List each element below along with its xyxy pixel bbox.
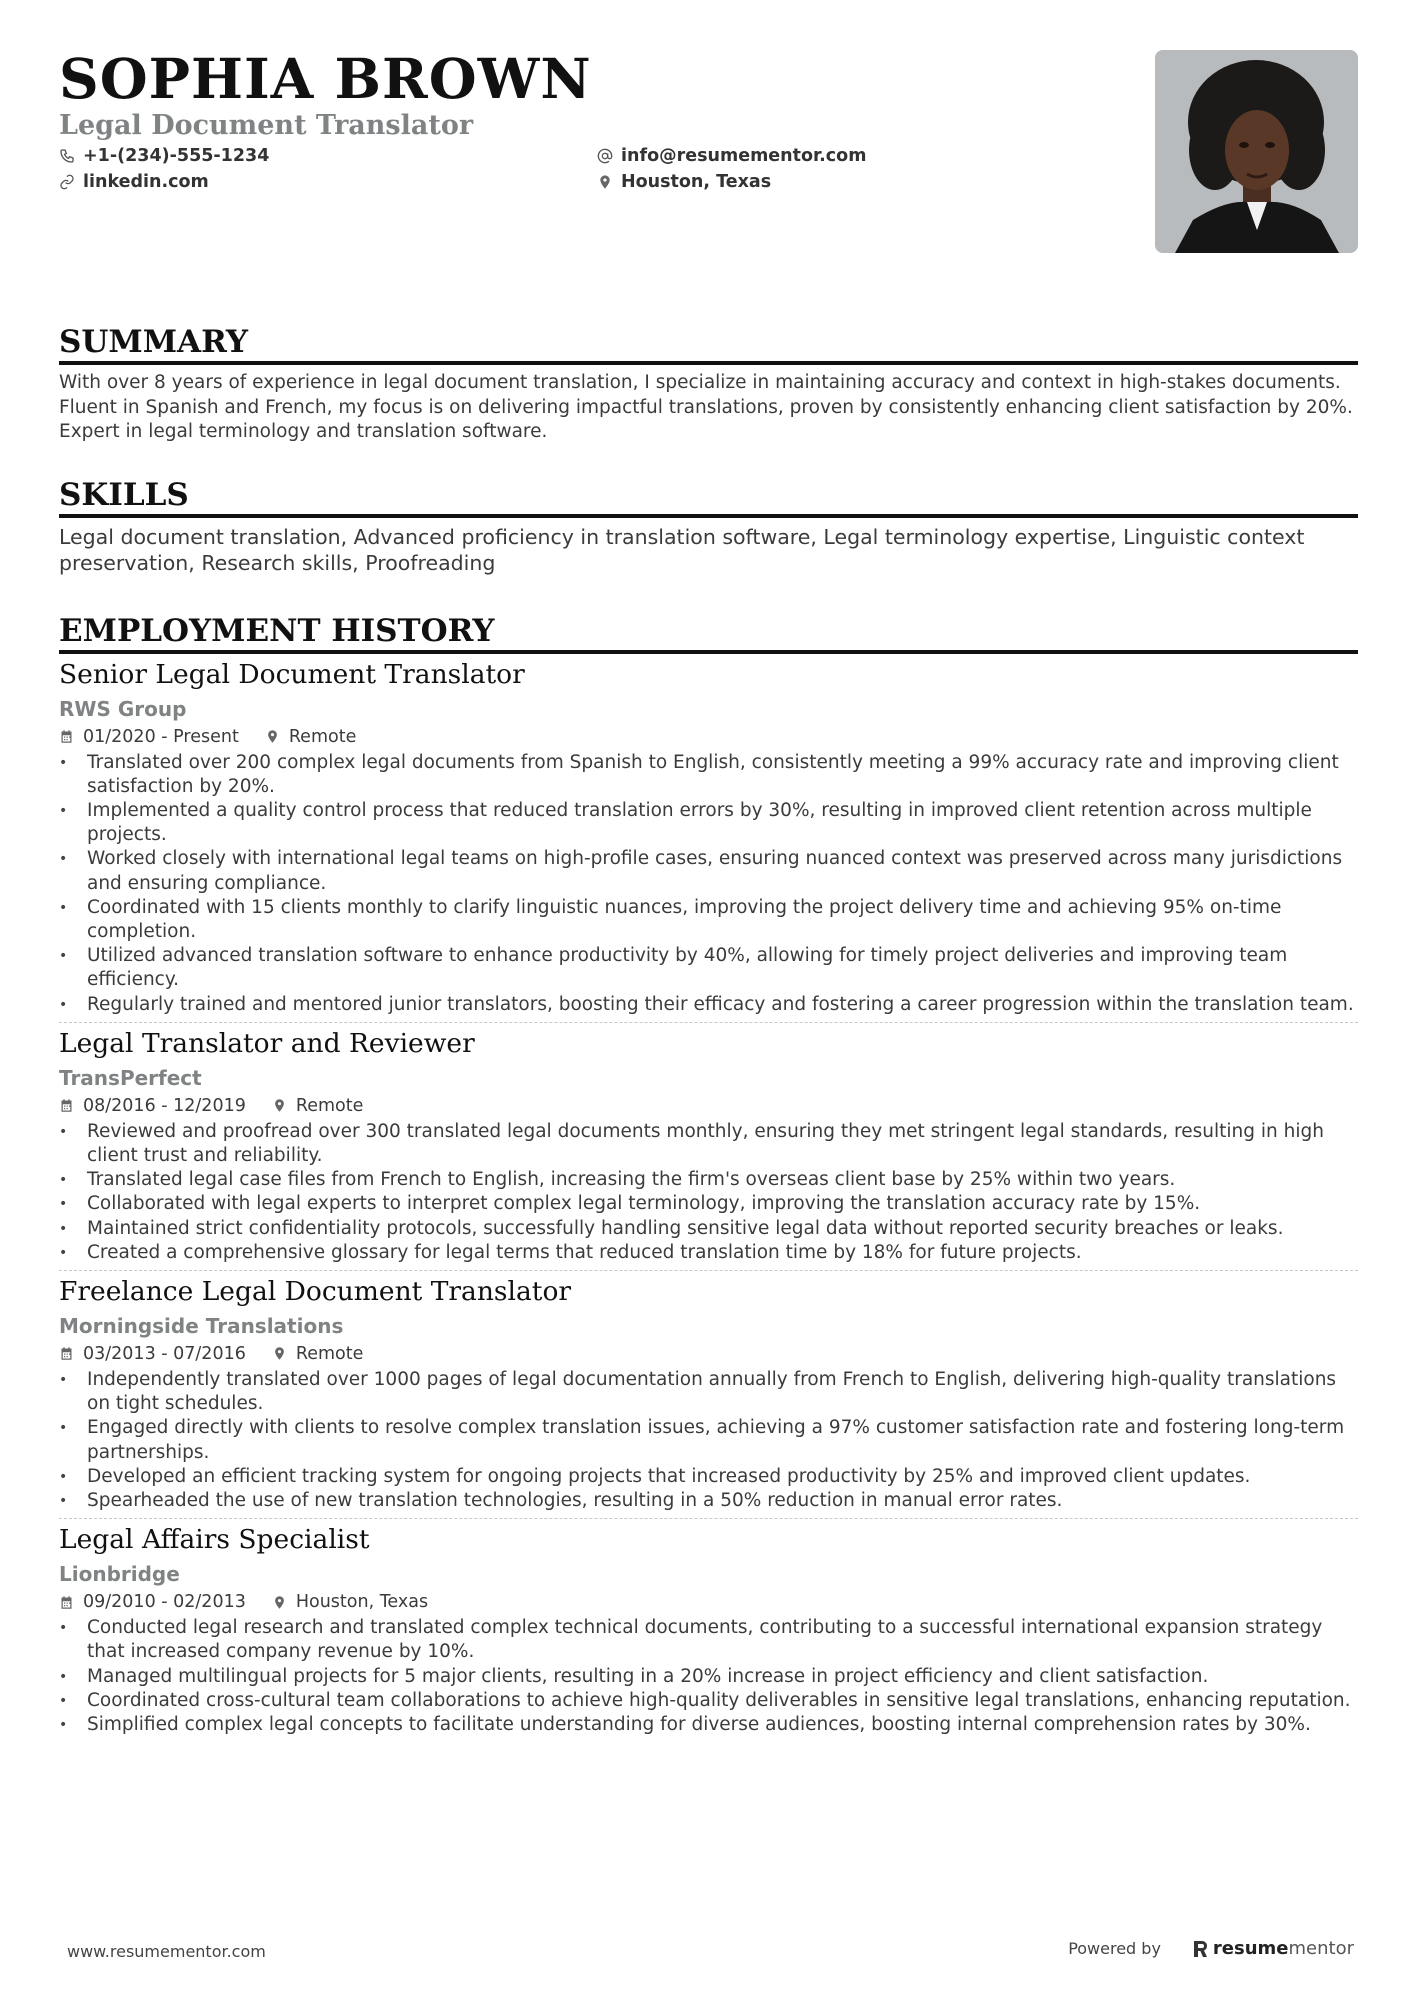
- job-bullets: [59, 1616, 1358, 1737]
- map-pin-icon: [597, 174, 613, 190]
- job-bullets: [59, 1120, 1358, 1265]
- calendar-icon: [59, 1595, 74, 1610]
- job-location: [272, 1095, 364, 1117]
- skills-heading: SKILLS: [59, 476, 1358, 518]
- job-bullet: • Created a comprehensive glossary for legal terms that reduced translation time by 18% for future projects.: [59, 1241, 1358, 1265]
- contact-phone: [59, 146, 597, 166]
- powered-by-text: Powered by: [1068, 1939, 1161, 1958]
- job-list: [59, 658, 1358, 1743]
- job-bullet: • Engaged directly with clients to resolve complex translation issues, achieving a 97% customer satisfaction rate and fostering long-term partnerships.: [59, 1416, 1358, 1464]
- footer-powered: [1068, 1938, 1354, 1959]
- job-meta: [59, 1343, 1358, 1365]
- candidate-title: Legal Document Translator: [59, 110, 474, 141]
- brand-logo[interactable]: [1191, 1938, 1354, 1959]
- job-bullet: • Implemented a quality control process that reduced translation errors by 30%, resulting in improved client retention across multiple projects.: [59, 799, 1358, 847]
- job-bullet: • Simplified complex legal concepts to facilitate understanding for diverse audiences, boosting internal comprehension rates by 30%.: [59, 1713, 1358, 1737]
- job-company: Morningside Translations: [59, 1313, 344, 1338]
- job-location-text: Remote: [288, 726, 357, 747]
- job-bullet: • Translated legal case files from French to English, increasing the firm's overseas client base by 25% within two years.: [59, 1168, 1358, 1192]
- job-bullets: [59, 1368, 1358, 1513]
- employment-section: [59, 612, 1358, 1743]
- contact-email[interactable]: [597, 146, 997, 166]
- phone-text: +1-(234)-555-1234: [83, 146, 270, 166]
- job-bullet: • Reviewed and proofread over 300 translated legal documents monthly, ensuring they met stringent legal standards, resulting in high client trust and reliability.: [59, 1120, 1358, 1168]
- job-bullet: • Translated over 200 complex legal documents from Spanish to English, consistently meeting a 99% accuracy rate and improving client satisfaction by 20%.: [59, 751, 1358, 799]
- job-location: [272, 1343, 364, 1365]
- job-bullet: • Managed multilingual projects for 5 major clients, resulting in a 20% increase in project efficiency and client satisfaction.: [59, 1665, 1358, 1689]
- job-bullets: [59, 751, 1358, 1017]
- job-location: [272, 1591, 428, 1613]
- job-location-text: Remote: [295, 1095, 364, 1116]
- job-bullet: • Developed an efficient tracking system for ongoing projects that increased productivity by 25% and improved client updates.: [59, 1465, 1358, 1489]
- map-pin-icon: [272, 1346, 287, 1361]
- calendar-icon: [59, 1346, 74, 1361]
- resume-header: [59, 46, 1358, 256]
- job-dates: 01/2020 - Present: [83, 726, 239, 747]
- map-pin-icon: [272, 1098, 287, 1113]
- brand-bold: resume: [1212, 1938, 1289, 1959]
- summary-heading: SUMMARY: [59, 323, 1358, 365]
- job-company: RWS Group: [59, 696, 187, 721]
- job-entry: [59, 1027, 1358, 1271]
- job-meta: [59, 1095, 1358, 1117]
- job-dates: 08/2016 - 12/2019: [83, 1095, 246, 1116]
- brand-light: mentor: [1288, 1938, 1354, 1959]
- skills-text: Legal document translation, Advanced proficiency in translation software, Legal terminology expertise, Linguistic context preservation, Research skills, Proofreading: [59, 524, 1305, 575]
- job-meta: [59, 1591, 1358, 1613]
- job-entry: [59, 1523, 1358, 1742]
- job-company: Lionbridge: [59, 1562, 180, 1587]
- at-icon: [597, 148, 613, 164]
- contact-linkedin[interactable]: [59, 172, 597, 192]
- footer-website[interactable]: www.resumementor.com: [67, 1942, 266, 1961]
- email-text: info@resumementor.com: [621, 146, 867, 166]
- phone-icon: [59, 148, 75, 164]
- calendar-icon: [59, 729, 74, 744]
- job-location-text: Remote: [295, 1343, 364, 1364]
- linkedin-text: linkedin.com: [83, 172, 209, 192]
- job-bullet: • Conducted legal research and translated complex technical documents, contributing to a successful international expansion strategy that increased company revenue by 10%.: [59, 1616, 1358, 1664]
- job-role: Legal Translator and Reviewer: [59, 1027, 475, 1059]
- resumementor-logo-icon: [1191, 1939, 1209, 1959]
- map-pin-icon: [265, 729, 280, 744]
- contact-location: [597, 172, 997, 192]
- job-role: Senior Legal Document Translator: [59, 658, 525, 690]
- job-entry: [59, 1275, 1358, 1519]
- job-bullet: • Worked closely with international legal teams on high-profile cases, ensuring nuanced context was preserved across many jurisdictions and ensuring compliance.: [59, 847, 1358, 895]
- resume-page: [59, 46, 1358, 1742]
- summary-section: [59, 323, 1358, 445]
- job-company: TransPerfect: [59, 1065, 202, 1090]
- job-role: Legal Affairs Specialist: [59, 1524, 370, 1556]
- job-location: [265, 726, 357, 748]
- job-bullet: • Coordinated cross-cultural team collaborations to achieve high-quality deliverables in sensitive legal translations, enhancing reputation.: [59, 1689, 1358, 1713]
- job-dates: 03/2013 - 07/2016: [83, 1343, 246, 1364]
- job-bullet: • Coordinated with 15 clients monthly to clarify linguistic nuances, improving the project delivery time and achieving 95% on-time completion.: [59, 896, 1358, 944]
- employment-heading: EMPLOYMENT HISTORY: [59, 612, 1358, 654]
- calendar-icon: [59, 1098, 74, 1113]
- candidate-name: SOPHIA BROWN: [59, 46, 592, 111]
- link-icon: [59, 174, 75, 190]
- job-bullet: • Maintained strict confidentiality protocols, successfully handling sensitive legal data without reported security breaches or leaks.: [59, 1217, 1358, 1241]
- skills-section: [59, 476, 1358, 576]
- map-pin-icon: [272, 1595, 287, 1610]
- location-text: Houston, Texas: [621, 172, 772, 192]
- profile-photo: [1155, 50, 1358, 253]
- job-location-text: Houston, Texas: [295, 1592, 429, 1613]
- job-bullet: • Independently translated over 1000 pages of legal documentation annually from French to English, delivering high-quality translations on tight schedules.: [59, 1368, 1358, 1416]
- job-bullet: • Spearheaded the use of new translation technologies, resulting in a 50% reduction in manual error rates.: [59, 1489, 1358, 1513]
- job-bullet: • Regularly trained and mentored junior translators, boosting their efficacy and fostering a career progression within the translation team.: [59, 993, 1358, 1017]
- job-dates: 09/2010 - 02/2013: [83, 1592, 246, 1613]
- job-role: Freelance Legal Document Translator: [59, 1275, 572, 1307]
- job-meta: [59, 726, 1358, 748]
- job-entry: [59, 658, 1358, 1023]
- job-bullet: • Utilized advanced translation software to enhance productivity by 40%, allowing for timely project deliveries and improving team efficiency.: [59, 944, 1358, 992]
- summary-text: With over 8 years of experience in legal document translation, I specialize in maintaining accuracy and context in high-stakes documents. Fluent in Spanish and French, my focus is on delivering impactful translations, proven by consistently enhancing client satisfaction by 20%. Expert in legal terminology and translation software.: [59, 372, 1353, 442]
- profile-portrait: [1155, 50, 1358, 253]
- job-bullet: • Collaborated with legal experts to interpret complex legal terminology, improving the translation accuracy rate by 15%.: [59, 1192, 1358, 1216]
